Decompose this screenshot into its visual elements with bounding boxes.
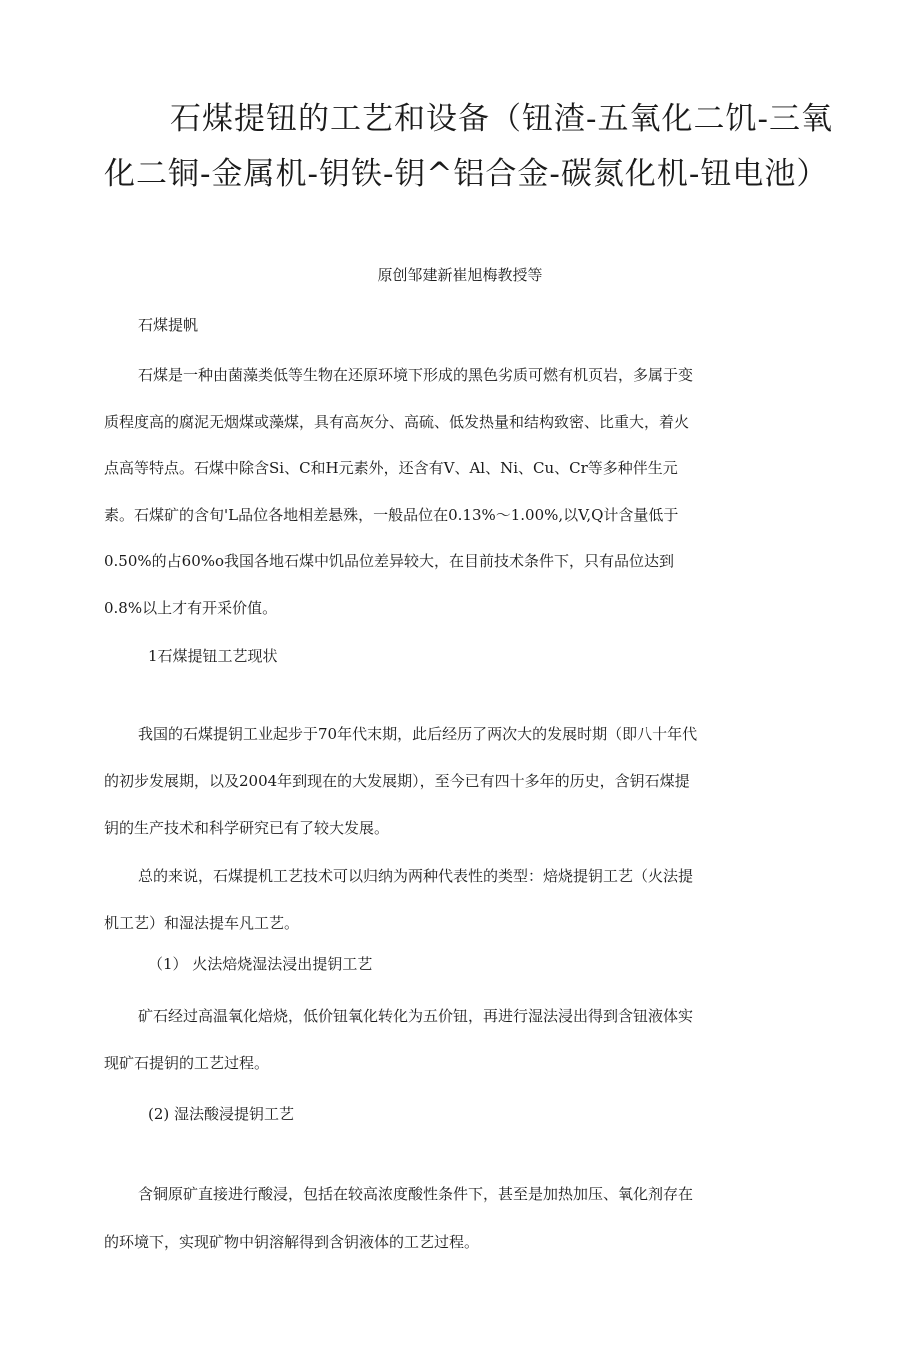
paragraph-3 (104, 853, 784, 947)
intro-paragraph (104, 352, 784, 631)
paragraph-2 (104, 711, 784, 852)
paragraph-line: 0.50%的占60%o我国各地石煤中饥品位差异较大，在目前技术条件下，只有品位达到 (104, 552, 675, 570)
section-heading: 石煤提帆 (138, 316, 199, 334)
paragraph-line: 石煤是一种由菌藻类低等生物在还原环境下形成的黑色劣质可燃有机页岩，多属于变 (138, 366, 694, 384)
paragraph-line: 我国的石煤提钥工业起步于70年代末期，此后经历了两次大的发展时期（即八十年代 (138, 725, 698, 743)
subheading-1: （1） 火法焙烧湿法浸出提钥工艺 (148, 955, 373, 973)
paragraph-5 (104, 1170, 784, 1266)
paragraph-line: 质程度高的腐泥无烟煤或藻煤，具有高灰分、高硫、低发热量和结构致密、比重大，着火 (104, 412, 690, 431)
author-line: 原创邹建新崔旭梅教授等 (377, 266, 543, 284)
paragraph-line: 点高等特点。石煤中除含Si、C和H元素外，还含有V、Al、Ni、Cu、Cr等多种伴生元 (104, 459, 678, 477)
paragraph-line: 总的来说，石煤提机工艺技术可以归纳为两种代表性的类型：焙烧提钥工艺（火法提 (138, 867, 694, 885)
paragraph-line: 的初步发展期，以及2004年到现在的大发展期），至今已有四十多年的历史，含钥石煤提 (104, 772, 690, 790)
paragraph-4 (104, 993, 784, 1087)
paragraph-line: 钥的生产技术和科学研究已有了较大发展。 (104, 819, 390, 837)
document-title (104, 92, 833, 202)
paragraph-line: 0.8%以上才有开采价值。 (104, 598, 278, 617)
paragraph-line: 机工艺）和湿法提车凡工艺。 (104, 914, 300, 932)
subheading-2: (2) 湿法酸浸提钥工艺 (148, 1105, 295, 1123)
paragraph-line: 矿石经过高温氧化焙烧，低价钮氧化转化为五价钮，再进行湿法浸出得到含钮液体实 (138, 1007, 694, 1025)
heading-1: 1石煤提钮工艺现状 (148, 647, 278, 665)
paragraph-line: 含铜原矿直接进行酸浸，包括在较高浓度酸性条件下，甚至是加热加压、氧化剂存在 (138, 1185, 694, 1203)
title-line-1: 石煤提钮的工艺和设备（钮渣-五氧化二饥-三氧 (170, 101, 833, 137)
title-line-2: 化二铜-金属机-钥铁-钥^铝合金-碳氮化机-钮电池） (104, 156, 829, 192)
paragraph-line: 现矿石提钥的工艺过程。 (104, 1054, 270, 1072)
paragraph-line: 素。石煤矿的含旬'L品位各地相差悬殊，一般品位在0.13%〜1.00%,以V,Q计含量低于 (104, 505, 679, 524)
paragraph-line: 的环境下，实现矿物中钥溶解得到含钥液体的工艺过程。 (104, 1233, 480, 1251)
